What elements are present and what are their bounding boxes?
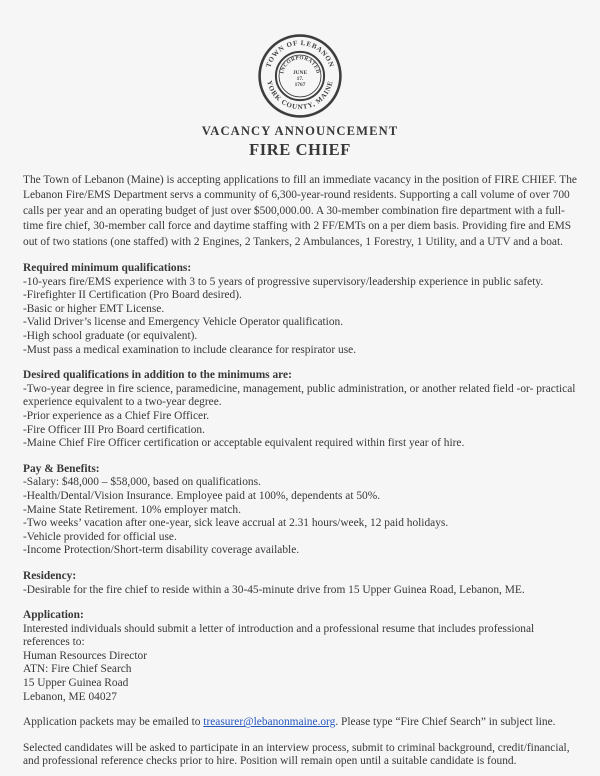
page-title: FIRE CHIEF [249,140,351,159]
seal-center-day: 17. [296,75,304,82]
document-section [23,463,577,558]
section-line: ATN: Fire Chief Search [23,663,132,676]
email-text-before: Application packets may be emailed to [23,716,204,729]
intro-paragraph: The Town of Lebanon (Maine) is accepting applications to fill an immediate vacancy in the position of FIRE CHIEF. The Lebanon Fire/EMS Department servs a community of 6,300-year-round residents. Supporting a call volume of over 700 calls per year and an operating budget of just over $500,000.00. A 30-member combination fire department with a full-time fire chief, 30-member call force and daytime staffing with 2 FF/EMTs on a per diem basis. Providing fire and EMS out of two stations (one staffed) with 2 Engines, 2 Tankers, 2 Ambulances, 1 Forestry, 1 Utility, and a UTV and a boat. [23,174,577,248]
closing-paragraph: Selected candidates will be asked to participate in an interview process, submit to criminal background, credit/financial, and professional reference checks prior to hire. Position will remain open until a suitable candidate is found. [23,741,570,768]
section-line: Interested individuals should submit a letter of introduction and a professional resume that includes professional references to: [23,622,535,649]
section-line: -10-years fire/EMS experience with 3 to 5 years of progressive supervisory/leadership experience in public safety. [23,275,544,288]
section-line: -Firefighter II Certification (Pro Board desired). [23,289,242,302]
section-line: -Must pass a medical examination to include clearance for respirator use. [23,343,357,356]
document-section [23,570,577,597]
section-line: -Maine State Retirement. 10% employer match. [23,503,241,516]
town-seal [23,33,577,119]
section-line: -Basic or higher EMT License. [23,302,165,315]
section-line: Human Resources Director [23,649,147,662]
email-paragraph [23,716,577,730]
document-section [23,369,577,451]
section-line: -Desirable for the fire chief to reside within a 30-45-minute drive from 15 Upper Guinea Road, Lebanon, ME. [23,583,525,596]
section-line: -Salary: $48,000 – $58,000, based on qualifications. [23,476,261,489]
section-heading: Pay & Benefits: [23,462,100,475]
section-heading: Residency: [23,569,77,582]
section-line: Lebanon, ME 04027 [23,690,117,703]
section-heading: Required minimum qualifications: [23,262,192,275]
email-link[interactable]: treasurer@lebanonmaine.org [203,716,336,729]
seal-top-arc-text: TOWN OF LEBANON [264,38,336,69]
section-line: -Fire Officer III Pro Board certification. [23,423,205,436]
seal-center-month: JUNE [292,69,308,76]
document-section [23,609,577,704]
section-line: -High school graduate (or equivalent). [23,330,198,342]
section-line: -Prior experience as a Chief Fire Officer. [23,409,210,422]
section-line: -Two-year degree in fire science, paramedicine, management, public administration, or another related field -or- practical experience equivalent to a two-year degree. [23,382,576,409]
announcement-subtitle: VACANCY ANNOUNCEMENT [201,124,399,138]
section-line: -Valid Driver’s license and Emergency Vehicle Operator qualification. [23,316,344,329]
section-line: -Income Protection/Short-term disability coverage available. [23,544,300,557]
email-text-after: . Please type “Fire Chief Search” in subject line. [335,716,556,729]
section-line: -Health/Dental/Vision Insurance. Employee paid at 100%, dependents at 50%. [23,489,381,502]
section-line: -Two weeks’ vacation after one-year, sick leave accrual at 2.31 hours/week, 12 paid holidays. [23,517,449,530]
document-section [23,262,577,357]
town-seal-icon [257,33,343,119]
seal-incorporated-arc-text: INCORPORATED [279,55,321,75]
section-line: -Maine Chief Fire Officer certification or acceptable equivalent required within first year of hire. [23,437,465,450]
seal-bottom-arc-text: YORK COUNTY, MAINE [265,79,335,112]
section-heading: Desired qualifications in addition to the minimums are: [23,369,292,382]
section-heading: Application: [23,609,84,622]
sections-container [23,262,577,704]
section-line: 15 Upper Guinea Road [23,677,129,690]
seal-center-year: 1767 [294,81,306,88]
section-line: -Vehicle provided for official use. [23,530,177,543]
